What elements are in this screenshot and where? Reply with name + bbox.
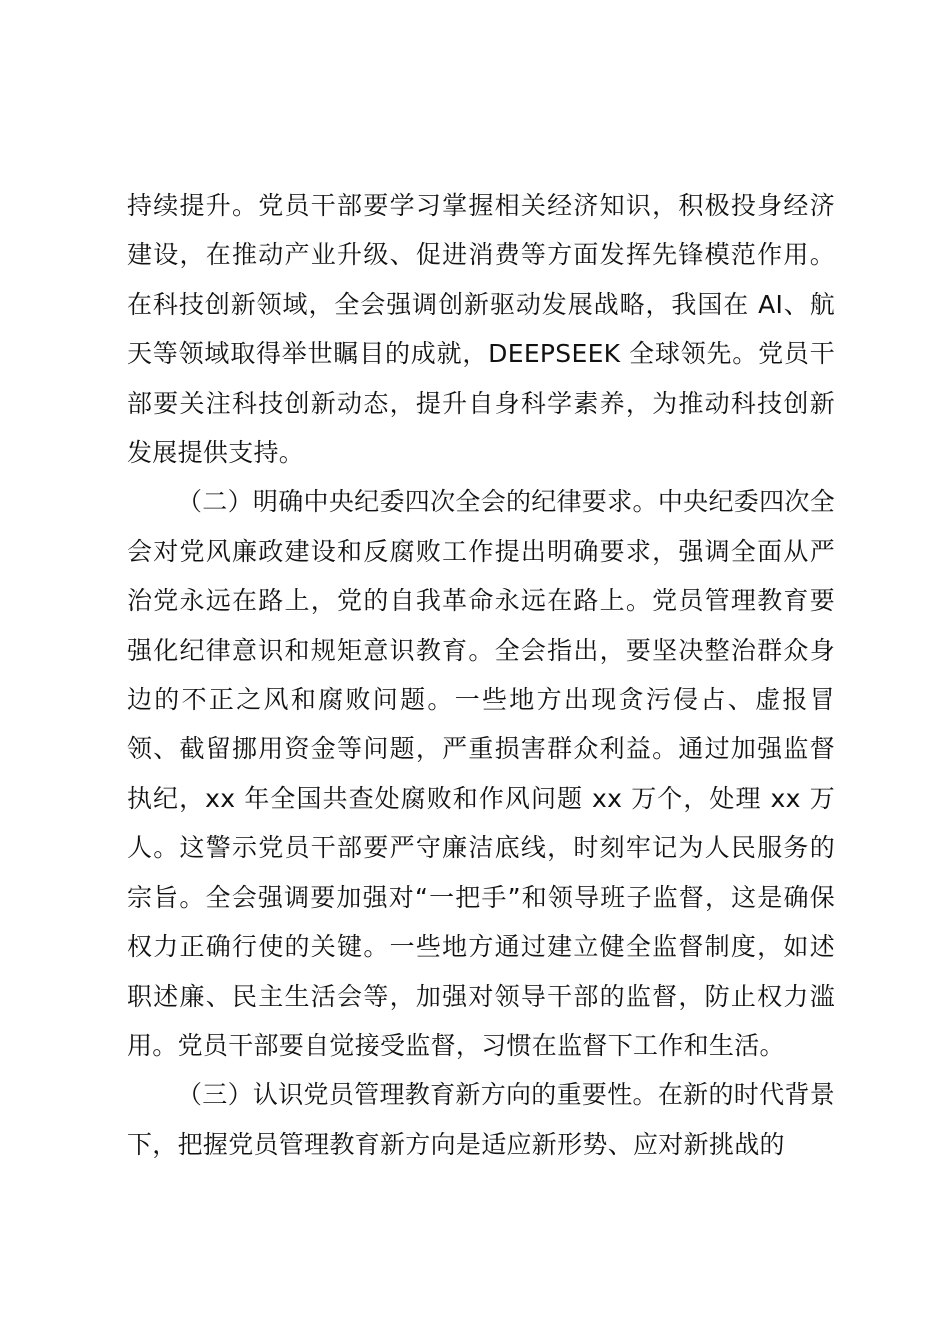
paragraph-continuation: 持续提升。党员干部要学习掌握相关经济知识，积极投身经济建设，在推动产业升级、促进消费等方面发挥先锋模范作用。在科技创新领域，全会强调创新驱动发展战略，我国在 AI、航天等领域取得举世瞩目的成就，DEEPSEEK 全球领先。党员干部要关注科技创新动态，提升自身科学素养，为推动科技创新发展提供支持。 [127, 191, 835, 468]
paragraph-section-two: （二）明确中央纪委四次全会的纪律要求。中央纪委四次全会对党风廉政建设和反腐败工作提出明确要求，强调全面从严治党永远在路上，党的自我革命永远在路上。党员管理教育要强化纪律意识和规矩意识教育。全会指出，要坚决整治群众身边的不正之风和腐败问题。一些地方出现贪污侵占、虚报冒领、截留挪用资金等问题，严重损害群众利益。通过加强监督执纪，xx 年全国共查处腐败和作风问题 xx 万个，处理 xx 万人。这警示党员干部要严守廉洁底线，时刻牢记为人民服务的宗旨。全会强调要加强对“一把手”和领导班子监督，这是确保权力正确行使的关键。一些地方通过建立健全监督制度，如述职述廉、民主生活会等，加强对领导干部的监督，防止权力滥用。党员干部要自觉接受监督，习惯在监督下工作和生活。 [127, 487, 835, 1060]
paragraph-section-three: （三）认识党员管理教育新方向的重要性。在新的时代背景下，把握党员管理教育新方向是适应新形势、应对新挑战的 [127, 1080, 835, 1159]
body-text [127, 181, 835, 1169]
